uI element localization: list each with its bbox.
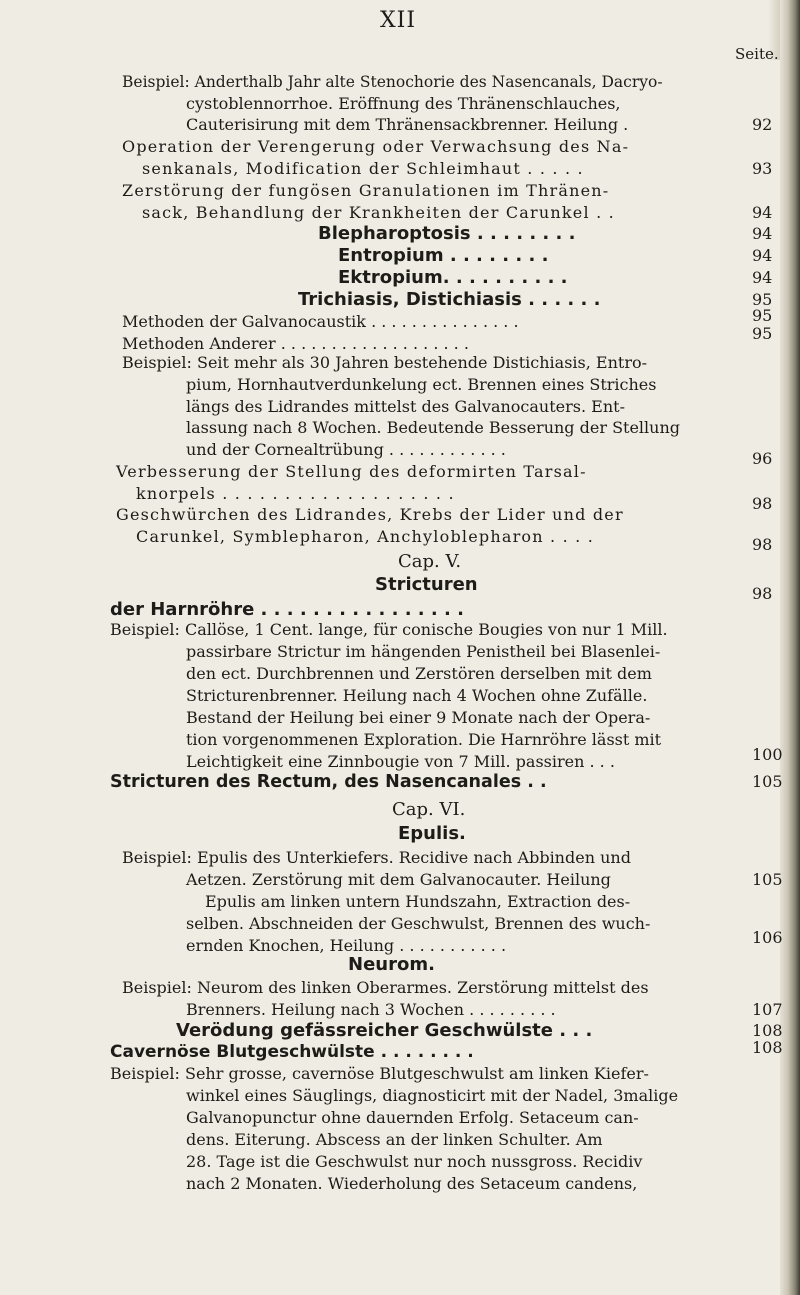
toc-entry: längs des Lidrandes mittelst des Galvanocauters. Ent-: [186, 397, 625, 416]
toc-entry: nach 2 Monaten. Wiederholung des Setaceum candens,: [186, 1174, 638, 1193]
toc-page-number: 100: [752, 745, 783, 764]
toc-entry: Aetzen. Zerstörung mit dem Galvanocauter. Heilung: [186, 870, 611, 889]
toc-page-number: 107: [752, 1000, 783, 1019]
toc-page-number: 98: [752, 584, 773, 603]
toc-entry: Beispiel: Seit mehr als 30 Jahren bestehende Distichiasis, Entro-: [122, 353, 648, 372]
toc-page-number: 106: [752, 928, 783, 947]
toc-page-number: 105: [752, 772, 783, 791]
toc-page-number: 94: [752, 203, 773, 222]
toc-entry: Bestand der Heilung bei einer 9 Monate nach der Opera-: [186, 708, 651, 727]
toc-page-number: 96: [752, 449, 773, 468]
toc-heading: der Harnröhre . . . . . . . . . . . . . . . .: [110, 599, 464, 620]
toc-page-number: 92: [752, 115, 773, 134]
toc-entry: 28. Tage ist die Geschwulst nur noch nussgross. Recidiv: [186, 1152, 643, 1171]
toc-entry: Galvanopunctur ohne dauernden Erfolg. Setaceum can-: [186, 1108, 639, 1127]
toc-page-number: 108: [752, 1038, 783, 1057]
toc-page-number: 98: [752, 535, 773, 554]
toc-page-number: 93: [752, 159, 773, 178]
toc-entry: sack, Behandlung der Krankheiten der Carunkel . .: [142, 203, 615, 222]
toc-entry: Operation der Verengerung oder Verwachsung des Na-: [122, 137, 630, 156]
toc-entry: winkel eines Säuglings, diagnosticirt mit der Nadel, 3malige: [186, 1086, 679, 1105]
toc-page-number: 95: [752, 290, 773, 309]
page-column-label: Seite.: [735, 45, 779, 63]
toc-entry: Geschwürchen des Lidrandes, Krebs der Lider und der: [116, 505, 624, 524]
toc-entry: Stricturenbrenner. Heilung nach 4 Wochen ohne Zufälle.: [186, 686, 648, 705]
page-number: XII: [380, 8, 417, 33]
toc-entry: Methoden der Galvanocaustik . . . . . . . . . . . . . . .: [122, 312, 519, 331]
toc-page-number: 95: [752, 324, 773, 343]
section-heading: Neurom.: [348, 954, 435, 975]
toc-entry: Epulis am linken untern Hundszahn, Extraction des-: [205, 892, 631, 911]
toc-heading: Verödung gefässreicher Geschwülste . . .: [176, 1020, 593, 1041]
toc-entry: ernden Knochen, Heilung . . . . . . . . . . .: [186, 936, 507, 955]
toc-entry: Beispiel: Anderthalb Jahr alte Stenochorie des Nasencanals, Dacryo-: [122, 73, 663, 91]
toc-entry: Methoden Anderer . . . . . . . . . . . . . . . . . . .: [122, 334, 469, 353]
toc-entry: Beispiel: Neurom des linken Oberarmes. Zerstörung mittelst des: [122, 978, 649, 997]
toc-heading: Trichiasis, Distichiasis . . . . . .: [298, 289, 601, 310]
toc-entry: Brenners. Heilung nach 3 Wochen . . . . . . . . .: [186, 1000, 556, 1019]
toc-page-number: 98: [752, 494, 773, 513]
toc-heading: Blepharoptosis . . . . . . . .: [318, 223, 576, 244]
chapter-heading: Cap. VI.: [392, 799, 466, 820]
toc-heading: Ektropium. . . . . . . . . .: [338, 267, 568, 288]
toc-page-number: 94: [752, 224, 773, 243]
chapter-heading: Cap. V.: [398, 551, 462, 572]
toc-entry: Zerstörung der fungösen Granulationen im Thränen-: [122, 181, 610, 200]
toc-entry: senkanals, Modification der Schleimhaut . . . . .: [142, 159, 584, 178]
section-heading: Stricturen: [375, 574, 478, 595]
toc-entry: tion vorgenommenen Exploration. Die Harnröhre lässt mit: [186, 730, 662, 749]
toc-page-number: 108: [752, 1021, 783, 1040]
toc-heading: Cavernöse Blutgeschwülste . . . . . . . .: [110, 1042, 474, 1062]
toc-entry: Beispiel: Callöse, 1 Cent. lange, für conische Bougies von nur 1 Mill.: [110, 620, 668, 639]
toc-entry: passirbare Strictur im hängenden Penistheil bei Blasenlei-: [186, 642, 661, 661]
toc-entry: Verbesserung der Stellung des deformirten Tarsal-: [116, 462, 587, 481]
toc-entry: selben. Abschneiden der Geschwulst, Brennen des wuch-: [186, 914, 651, 933]
toc-page-number: 94: [752, 246, 773, 265]
toc-entry: Carunkel, Symblepharon, Anchyloblepharon . . . .: [136, 527, 595, 546]
toc-entry: knorpels . . . . . . . . . . . . . . . . . . .: [136, 484, 455, 503]
toc-entry: dens. Eiterung. Abscess an der linken Schulter. Am: [186, 1130, 603, 1149]
section-heading: Epulis.: [398, 823, 466, 844]
toc-entry: lassung nach 8 Wochen. Bedeutende Besserung der Stellung: [186, 418, 681, 437]
toc-entry: Cauterisirung mit dem Thränensackbrenner. Heilung .: [186, 115, 629, 134]
toc-entry: Beispiel: Epulis des Unterkiefers. Recidive nach Abbinden und: [122, 848, 631, 867]
toc-heading: Entropium . . . . . . . .: [338, 245, 549, 266]
toc-entry: und der Cornealtrübung . . . . . . . . . . . .: [186, 440, 506, 459]
toc-page-number: 105: [752, 870, 783, 889]
toc-entry: Leichtigkeit eine Zinnbougie von 7 Mill. passiren . . .: [186, 752, 615, 771]
toc-entry: Beispiel: Sehr grosse, cavernöse Blutgeschwulst am linken Kiefer-: [110, 1064, 649, 1083]
toc-entry: den ect. Durchbrennen und Zerstören derselben mit dem: [186, 664, 652, 683]
toc-entry: cystoblennorrhoe. Eröffnung des Thränenschlauches,: [186, 94, 621, 113]
toc-heading: Stricturen des Rectum, des Nasencanales . .: [110, 772, 547, 792]
toc-page-number: 94: [752, 268, 773, 287]
toc-entry: pium, Hornhautverdunkelung ect. Brennen eines Striches: [186, 375, 657, 394]
toc-page-number: 95: [752, 306, 773, 325]
